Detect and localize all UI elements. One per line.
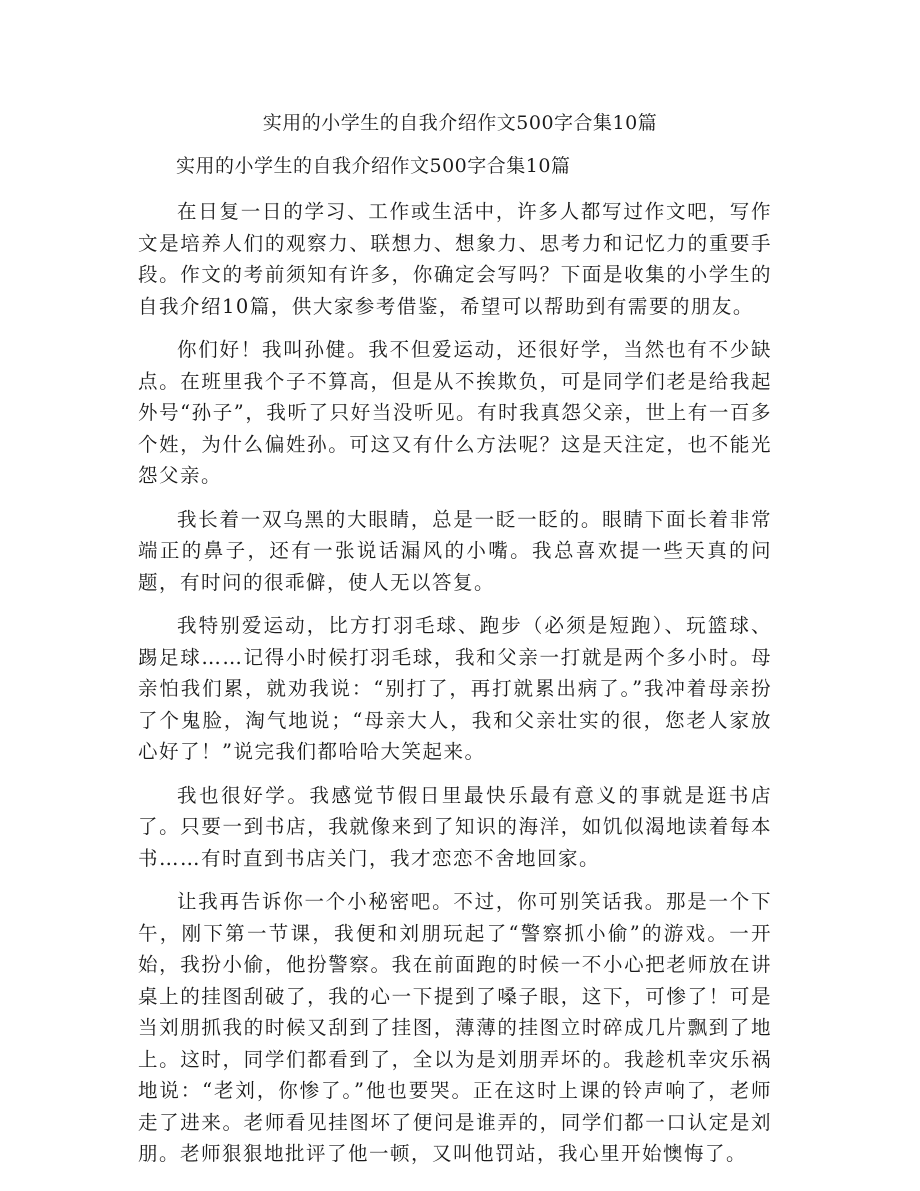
document-title: 实用的小学生的自我介绍作文500字合集10篇	[262, 112, 658, 134]
paragraph-intro: 在日复一日的学习、工作或生活中，许多人都写过作文吧，写作文是培养人们的观察力、联想力、想象力、思考力和记忆力的重要手段。作文的考前须知有许多，你确定会写吗？下面是收集的小学生的自我介绍10篇，供大家参考借鉴，希望可以帮助到有需要的朋友。	[138, 200, 772, 318]
document-subtitle: 实用的小学生的自我介绍作文500字合集10篇	[176, 155, 571, 177]
paragraph-secret: 让我再告诉你一个小秘密吧。不过，你可别笑话我。那是一个下午，刚下第一节课，我便和刘朋玩起了“警察抓小偷”的游戏。一开始，我扮小偷，他扮警察。我在前面跑的时候一不小心把老师放在讲桌上的挂图刮破了，我的心一下提到了嗓子眼，这下，可惨了！可是当刘朋抓我的时候又刮到了挂图，薄薄的挂图立时碎成几片飘到了地上。这时，同学们都看到了，全以为是刘朋弄坏的。我趁机幸灾乐祸地说：“老刘，你惨了。”他也要哭。正在这时上课的铃声响了，老师走了进来。老师看见挂图坏了便问是谁弄的，同学们都一口认定是刘朋。老师狠狠地批评了他一顿，又叫他罚站，我心里开始懊悔了。	[138, 890, 772, 1165]
paragraph-sports: 我特别爱运动，比方打羽毛球、跑步（必须是短跑）、玩篮球、踢足球……记得小时候打羽毛球，我和父亲一打就是两个多小时。母亲怕我们累，就劝我说：“别打了，再打就累出病了。”我冲着母亲扮了个鬼脸，淘气地说；“母亲大人，我和父亲壮实的很，您老人家放心好了！”说完我们都哈哈大笑起来。	[138, 614, 772, 763]
paragraph-studious: 我也很好学。我感觉节假日里最快乐最有意义的事就是逛书店了。只要一到书店，我就像来到了知识的海洋，如饥似渴地读着每本书……有时直到书店关门，我才恋恋不舍地回家。	[138, 783, 772, 870]
document-body	[138, 150, 772, 1182]
paragraph-self-intro: 你们好！我叫孙健。我不但爱运动，还很好学，当然也有不少缺点。在班里我个子不算高，但是从不挨欺负，可是同学们老是给我起外号“孙子”，我听了只好当没听见。有时我真怨父亲，世上有一百多个姓，为什么偏姓孙。可这又有什么方法呢？这是天注定，也不能光怨父亲。	[138, 338, 772, 487]
paragraph-appearance: 我长着一双乌黑的大眼睛，总是一眨一眨的。眼睛下面长着非常端正的鼻子，还有一张说话漏风的小嘴。我总喜欢提一些天真的问题，有时问的很乖僻，使人无以答复。	[138, 507, 772, 594]
